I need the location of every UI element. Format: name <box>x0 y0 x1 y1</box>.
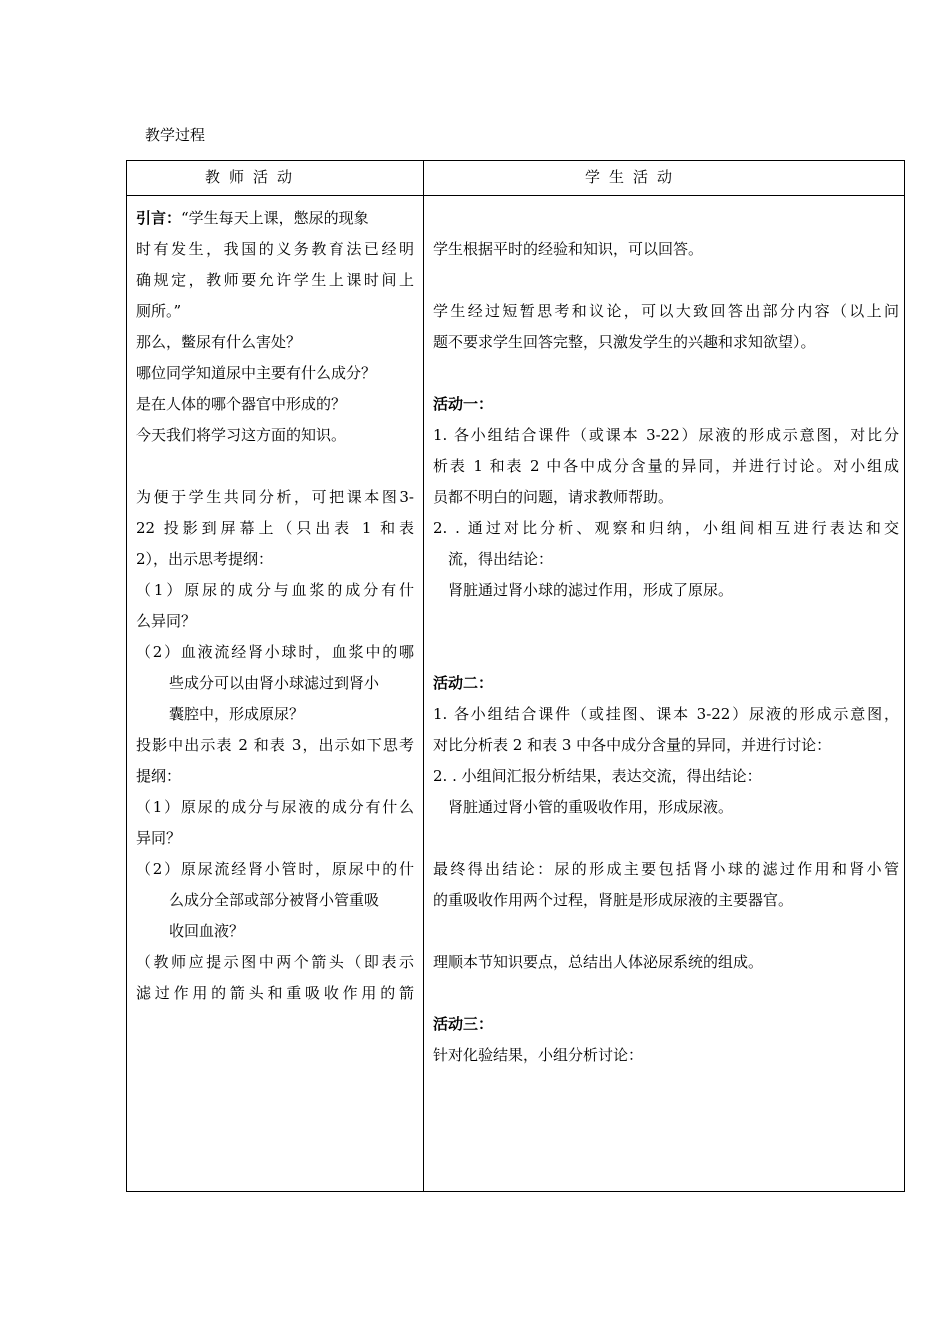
teacher-line: 投影中出示表 2 和表 3，出示如下思考 <box>136 736 414 754</box>
student-line: 题不要求学生回答完整，只激发学生的兴趣和求知欲望）。 <box>433 333 816 351</box>
teacher-line: （1）原尿的成分与尿液的成分有什么 <box>136 798 414 816</box>
intro-line <box>136 203 414 234</box>
teacher-line: （2）原尿流经肾小管时，原尿中的什 <box>136 860 414 878</box>
teacher-line: （2）血液流经肾小球时，血浆中的哪 <box>136 643 414 661</box>
teacher-line: 些成分可以由肾小球滤过到肾小 <box>169 674 380 692</box>
teacher-line: 么异同？ <box>136 612 197 630</box>
student-line: 学生根据平时的经验和知识，可以回答。 <box>433 240 704 258</box>
student-line: 理顺本节知识要点，总结出人体泌尿系统的组成。 <box>433 953 764 971</box>
student-column-header: 学生活动 <box>585 168 682 186</box>
teacher-line: 今天我们将学习这方面的知识。 <box>136 426 347 444</box>
student-line: 2. . 通过对比分析、观察和归纳，小组间相互进行表达和交 <box>433 519 899 537</box>
student-line: 肾脏通过肾小管的重吸收作用，形成尿液。 <box>448 798 734 816</box>
activity-three-title: 活动三： <box>433 1015 494 1033</box>
student-line: 流，得出结论： <box>448 550 554 568</box>
student-line: 2. . 小组间汇报分析结果，表达交流，得出结论： <box>433 767 762 785</box>
teacher-line: 厕所。” <box>136 302 182 320</box>
column-divider <box>423 161 424 1191</box>
teacher-line: 囊腔中，形成原尿？ <box>169 705 305 723</box>
teacher-line: 那么，鳖尿有什么害处？ <box>136 333 302 351</box>
student-line: 肾脏通过肾小球的滤过作用，形成了原尿。 <box>448 581 734 599</box>
teacher-column-header: 教师活动 <box>205 168 302 186</box>
activity-two-title: 活动二： <box>433 674 494 692</box>
teacher-line: （教师应提示图中两个箭头（即表示 <box>136 953 414 971</box>
student-line: 析表 1 和表 2 中各中成分含量的异同，并进行讨论。对小组成 <box>433 457 899 475</box>
student-line: 1. 各小组结合课件（或课本 3-22）尿液的形成示意图，对比分 <box>433 426 899 444</box>
teacher-line: 时有发生，我国的义务教育法已经明 <box>136 240 414 258</box>
intro-text: “学生每天上课，憋尿的现象 <box>181 209 369 227</box>
student-line: 员都不明白的问题，请求教师帮助。 <box>433 488 674 506</box>
intro-label: 引言： <box>136 209 182 227</box>
teacher-line: 是在人体的哪个器官中形成的？ <box>136 395 347 413</box>
teacher-line: （1）原尿的成分与血浆的成分有什 <box>136 581 414 599</box>
teacher-line: 2），出示思考提纲： <box>136 550 274 568</box>
teacher-line: 滤过作用的箭头和重吸收作用的箭 <box>136 984 414 1002</box>
teacher-line: 为便于学生共同分析，可把课本图3- <box>136 488 414 506</box>
student-line: 1. 各小组结合课件（或挂图、课本 3-22）尿液的形成示意图， <box>433 705 899 723</box>
teacher-line: 哪位同学知道尿中主要有什么成分？ <box>136 364 377 382</box>
student-line: 的重吸收作用两个过程，肾脏是形成尿液的主要器官。 <box>433 891 794 909</box>
student-line: 最终得出结论：尿的形成主要包括肾小球的滤过作用和肾小管 <box>433 860 899 878</box>
teacher-line: 异同？ <box>136 829 182 847</box>
page-title: 教学过程 <box>145 126 206 144</box>
teacher-line: 确规定，教师要允许学生上课时间上 <box>136 271 414 289</box>
lesson-table <box>126 160 905 1192</box>
teacher-line: 收回血液？ <box>169 922 245 940</box>
teacher-line: 么成分全部或部分被肾小管重吸 <box>169 891 380 909</box>
teacher-line: 提纲： <box>136 767 182 785</box>
student-line: 针对化验结果，小组分析讨论： <box>433 1046 644 1064</box>
student-line: 对比分析表 2 和表 3 中各中成分含量的异同，并进行讨论： <box>433 736 832 754</box>
teacher-activity-cell <box>136 203 414 1009</box>
header-divider <box>127 195 904 196</box>
student-line: 学生经过短暂思考和议论，可以大致回答出部分内容（以上问 <box>433 302 899 320</box>
student-activity-cell <box>433 203 899 1071</box>
teacher-line: 22 投影到屏幕上（只出表 1 和表 <box>136 519 414 537</box>
activity-one-title: 活动一： <box>433 395 494 413</box>
